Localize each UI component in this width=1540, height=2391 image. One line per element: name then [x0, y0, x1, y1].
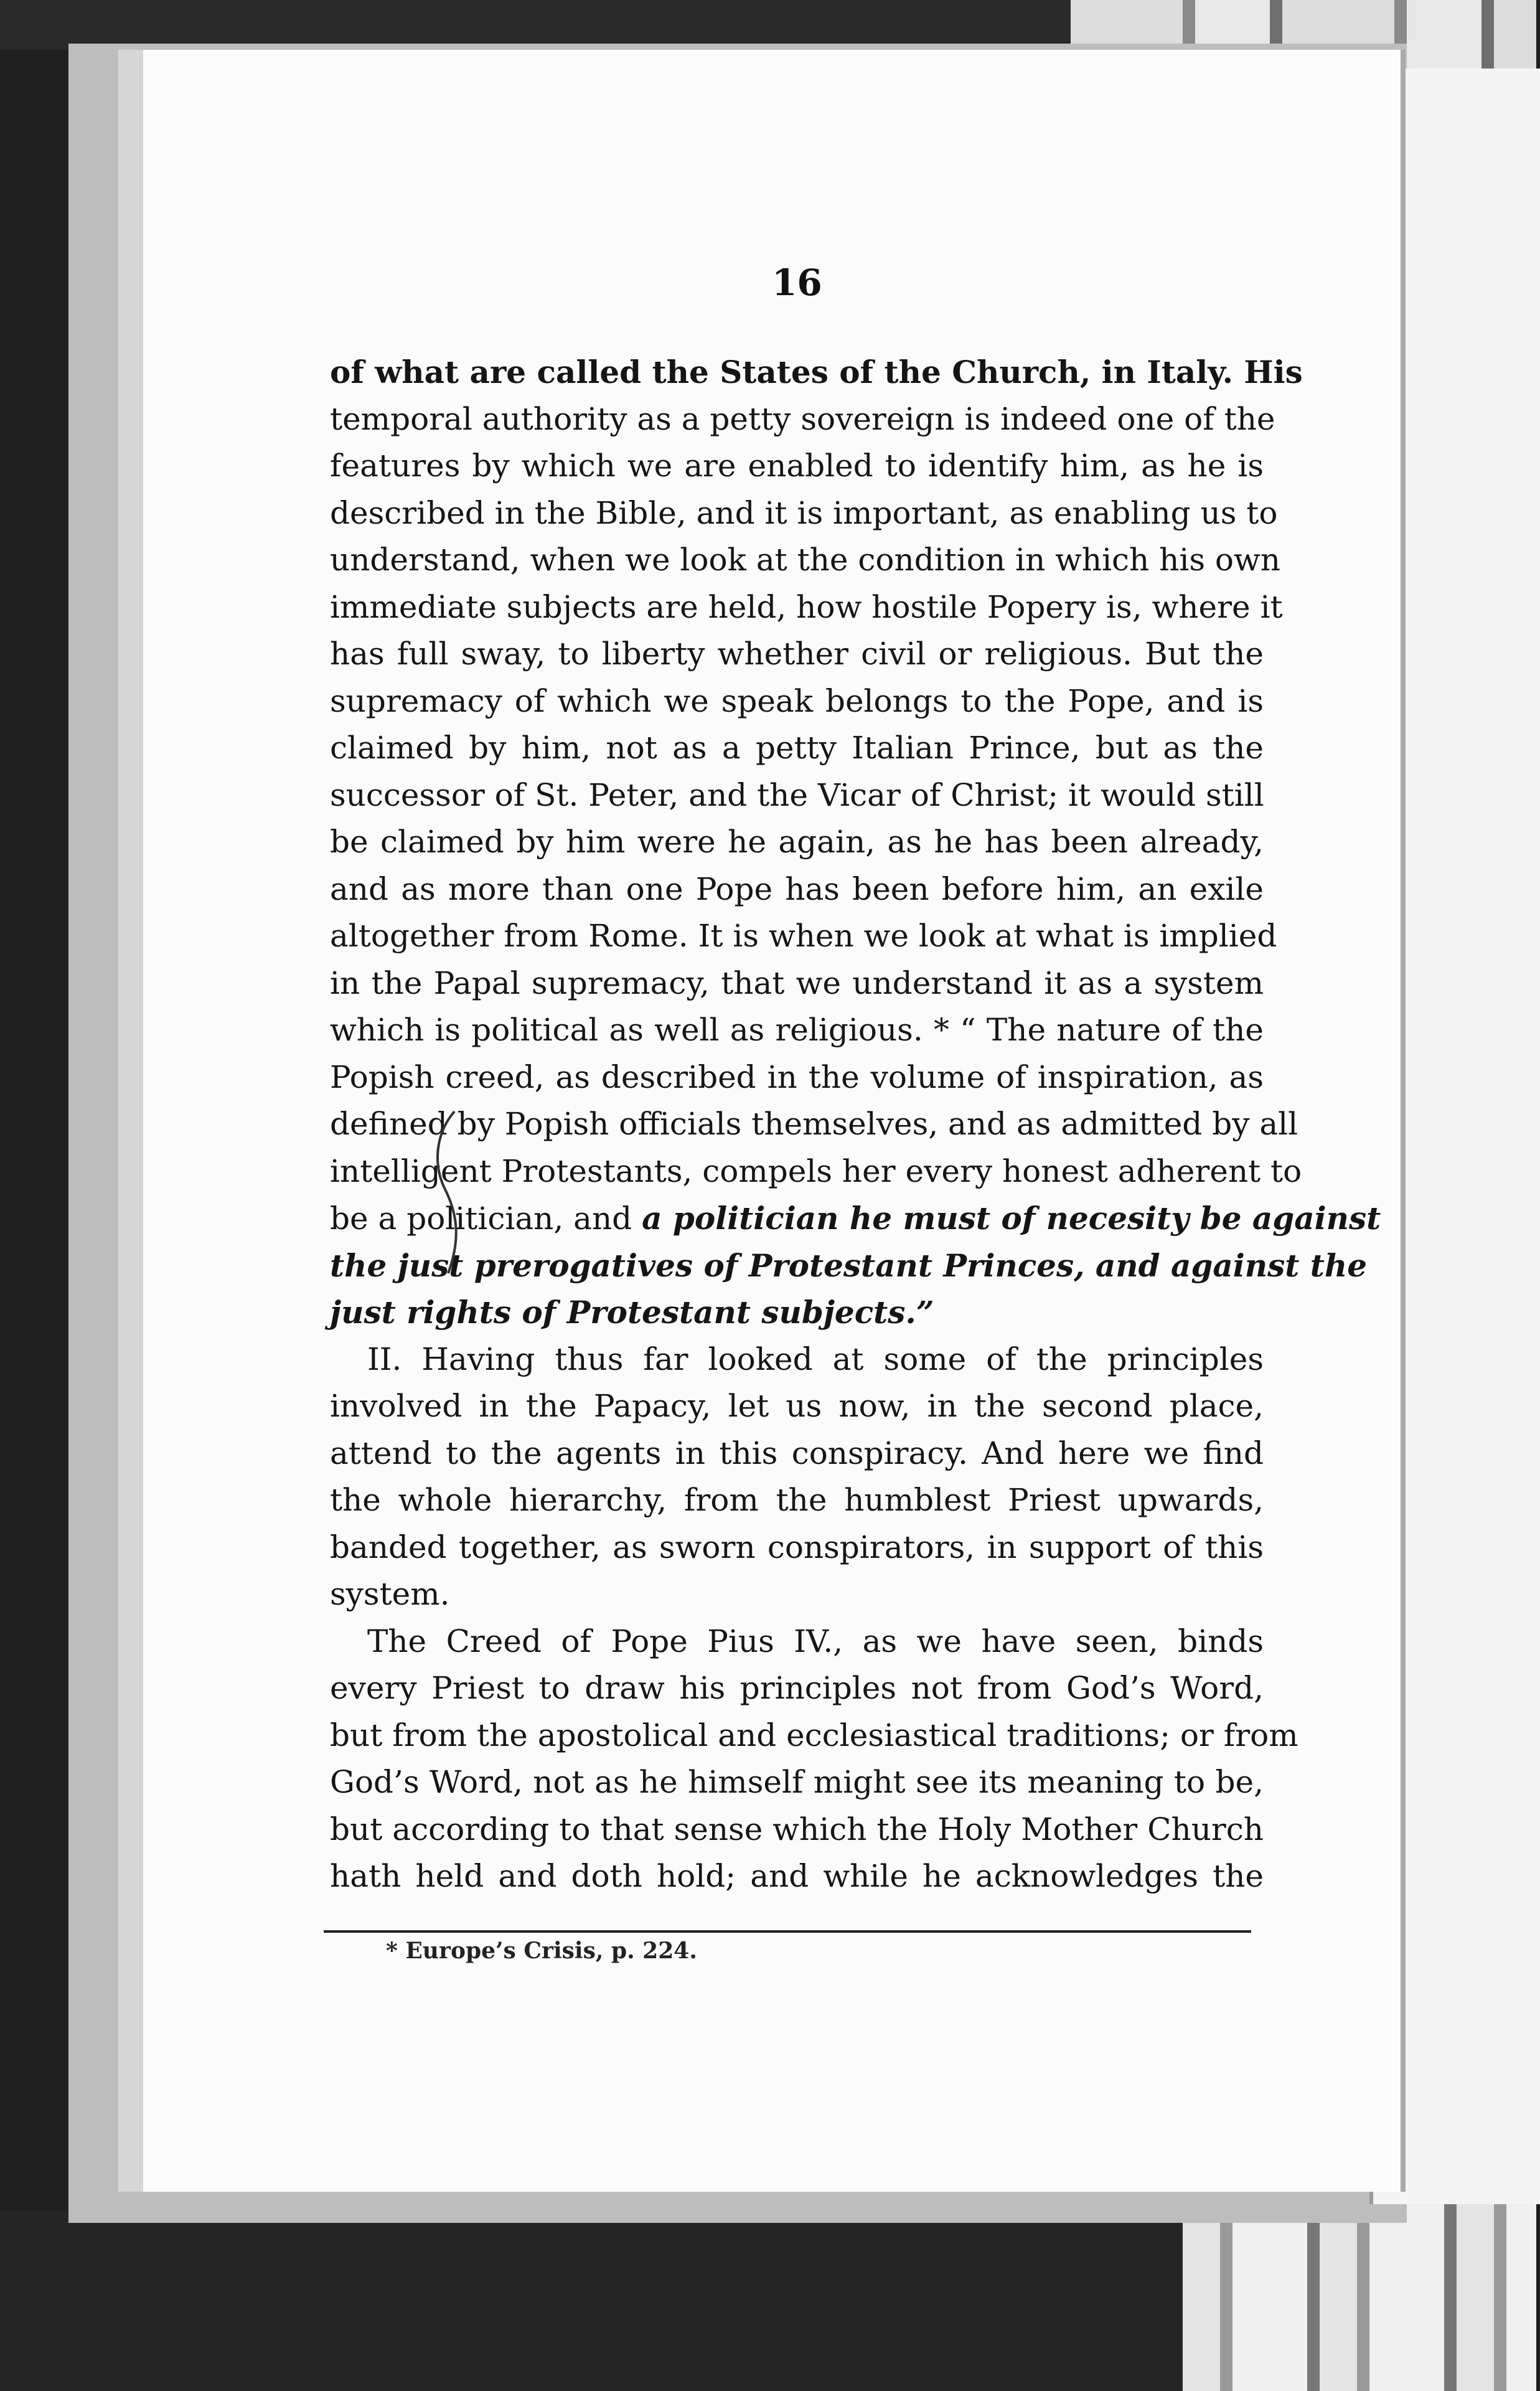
body-text: [330, 349, 1381, 1900]
text-line: but according to that sense which the Holy Mother Church: [330, 1811, 1264, 1847]
text-line: features by which we are enabled to identify him, as he is: [330, 448, 1264, 484]
text-line-italic: the just prerogatives of Protestant Princes, and against the: [330, 1247, 1368, 1284]
text-line: has full sway, to liberty whether civil or religious. But the: [330, 636, 1264, 672]
text-line: temporal authority as a petty sovereign is indeed one of the: [330, 400, 1275, 437]
text-line: immediate subjects are held, how hostile Popery is, where it: [330, 588, 1283, 625]
text-line: altogether from Rome. It is when we look at what is implied: [330, 918, 1277, 954]
scan-background-bottom: [0, 2210, 1183, 2391]
text-line: attend to the agents in this conspiracy. And here we find: [330, 1435, 1264, 1471]
footnote: * Europe’s Crisis, p. 224.: [386, 1938, 697, 1964]
text-line-italic-part: a politician he must of necesity be against: [642, 1200, 1381, 1237]
text-line: system.: [330, 1576, 450, 1612]
paragraph-start: II. Having thus far looked at some of the principles: [367, 1341, 1264, 1377]
scan-background-bottom-right: [1183, 2204, 1536, 2391]
text-line: intelligent Protestants, compels her every honest adherent to: [330, 1153, 1302, 1189]
paragraph-start: The Creed of Pope Pius IV., as we have seen, binds: [367, 1623, 1264, 1659]
text-line-italic: just rights of Protestant subjects.”: [330, 1294, 934, 1331]
text-line: supremacy of which we speak belongs to the Pope, and is: [330, 682, 1264, 719]
text-line: hath held and doth hold; and while he acknowledges the: [330, 1858, 1264, 1894]
text-line: God’s Word, not as he himself might see its meaning to be,: [330, 1764, 1264, 1800]
text-line-plain-part: be a politician, and: [330, 1200, 642, 1237]
text-line: and as more than one Pope has been before him, an exile: [330, 870, 1264, 907]
text-line: successor of St. Peter, and the Vicar of Christ; it would still: [330, 776, 1264, 813]
text-line: in the Papal supremacy, that we understand it as a system: [330, 964, 1264, 1001]
text-line-mixed: [330, 1195, 1381, 1242]
text-line: described in the Bible, and it is important, as enabling us to: [330, 494, 1278, 531]
page-number: 16: [772, 262, 822, 304]
text-line: the whole hierarchy, from the humblest Priest upwards,: [330, 1482, 1264, 1518]
text-line: of what are called the States of the Church, in Italy. His: [330, 354, 1303, 390]
text-line: be claimed by him were he again, as he has been already,: [330, 824, 1264, 860]
text-line: involved in the Papacy, let us now, in the second place,: [330, 1388, 1264, 1424]
text-line: defined by Popish officials themselves, and as admitted by all: [330, 1106, 1298, 1142]
footnote-rule: [324, 1930, 1251, 1933]
text-line: every Priest to draw his principles not from God’s Word,: [330, 1670, 1264, 1706]
text-line: but from the apostolical and ecclesiastical traditions; or from: [330, 1717, 1298, 1753]
text-line: understand, when we look at the condition in which his own: [330, 542, 1281, 578]
pen-mark-icon: [430, 1108, 467, 1276]
text-line: Popish creed, as described in the volume of inspiration, as: [330, 1059, 1264, 1095]
text-line: banded together, as sworn conspirators, in support of this: [330, 1529, 1264, 1565]
text-line: which is political as well as religious. * “ The nature of the: [330, 1012, 1264, 1048]
text-line: claimed by him, not as a petty Italian Prince, but as the: [330, 730, 1264, 766]
